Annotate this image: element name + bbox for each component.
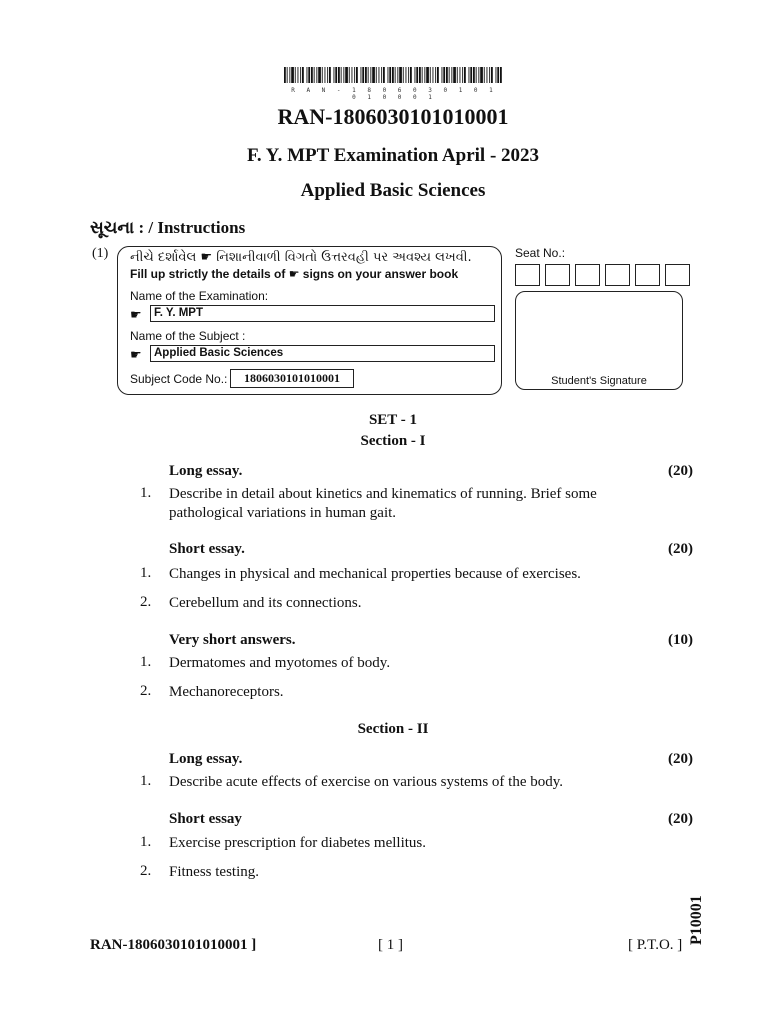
barcode-bar xyxy=(388,67,389,83)
barcode-bar xyxy=(397,67,398,83)
seat-digit-box[interactable] xyxy=(575,264,600,286)
barcode-bar xyxy=(497,67,499,83)
barcode-bar xyxy=(487,67,488,83)
s1-short-marks: (20) xyxy=(668,541,693,557)
barcode xyxy=(284,67,504,83)
s2-long-heading: Long essay. xyxy=(169,751,243,767)
barcode-bar xyxy=(295,67,296,83)
seat-number-label: Seat No.: xyxy=(515,246,566,260)
barcode-bar xyxy=(403,67,404,83)
question-number: 1. xyxy=(140,834,152,850)
barcode-bar xyxy=(442,67,443,83)
exam-name-field: F. Y. MPT xyxy=(150,305,495,322)
barcode-bar xyxy=(422,67,423,83)
pto-label: [ P.T.O. ] xyxy=(628,937,683,953)
section-1-title: Section - I xyxy=(360,433,426,449)
barcode-bar xyxy=(424,67,425,83)
question-number: 1. xyxy=(140,654,152,670)
barcode-bar xyxy=(300,67,301,83)
barcode-bar xyxy=(352,67,353,83)
barcode-bar xyxy=(284,67,286,83)
section-2-title: Section - II xyxy=(357,721,429,737)
barcode-bar xyxy=(415,67,416,83)
barcode-text: R A N - 1 8 0 6 0 3 0 1 0 1 0 1 0 0 0 1 xyxy=(291,87,497,101)
barcode-bar xyxy=(338,67,340,83)
question-text: Changes in physical and mechanical properties because of exercises. xyxy=(169,566,581,582)
barcode-bar xyxy=(489,67,490,83)
set-label: SET - 1 xyxy=(368,412,418,428)
barcode-bar xyxy=(368,67,369,83)
barcode-bar xyxy=(496,67,497,83)
s2-short-heading: Short essay xyxy=(169,811,242,827)
barcode-bar xyxy=(349,67,350,83)
pointing-hand-icon: ☛ xyxy=(130,307,142,322)
barcode-bar xyxy=(356,67,358,83)
barcode-bar xyxy=(314,67,315,83)
barcode-bar xyxy=(298,67,299,83)
barcode-bar xyxy=(469,67,470,83)
instruction-number: (1) xyxy=(92,246,109,261)
seat-digit-box[interactable] xyxy=(545,264,570,286)
barcode-bar xyxy=(478,67,479,83)
barcode-bar xyxy=(426,67,429,83)
barcode-bar xyxy=(379,67,380,83)
barcode-bar xyxy=(410,67,412,83)
instructions-heading: સૂચના : / Instructions xyxy=(90,218,246,237)
barcode-bar xyxy=(376,67,377,83)
barcode-bar xyxy=(395,67,396,83)
barcode-bar xyxy=(446,67,448,83)
subject-title: Applied Basic Sciences xyxy=(300,180,486,201)
barcode-bar xyxy=(480,67,483,83)
barcode-bar xyxy=(433,67,434,83)
s1-long-marks: (20) xyxy=(668,463,693,479)
s1-short-heading: Short essay. xyxy=(169,541,245,557)
ran-code-title: RAN-1806030101010001 xyxy=(277,104,509,129)
english-instruction: Fill up strictly the details of ☛ signs on your answer book xyxy=(130,267,459,281)
barcode-bar xyxy=(311,67,313,83)
gujarati-instruction: નીચે દર્શાવેલ ☛ નિશાનીવાળી વિગતો ઉત્તરવહી પર અવશ્ય લખવી. xyxy=(130,250,472,265)
barcode-bar xyxy=(343,67,344,83)
barcode-bar xyxy=(392,67,394,83)
barcode-bar xyxy=(327,67,328,83)
barcode-bar xyxy=(372,67,375,83)
barcode-bar xyxy=(308,67,310,83)
barcode-bar xyxy=(464,67,466,83)
signature-box[interactable] xyxy=(515,291,683,390)
barcode-bar xyxy=(335,67,337,83)
barcode-bar xyxy=(460,67,461,83)
exam-title: F. Y. MPT Examination April - 2023 xyxy=(246,145,540,166)
question-text: Describe acute effects of exercise on various systems of the body. xyxy=(169,774,564,790)
seat-digit-box[interactable] xyxy=(515,264,540,286)
barcode-bar xyxy=(381,67,382,83)
barcode-bar xyxy=(399,67,402,83)
barcode-bar xyxy=(484,67,485,83)
barcode-bar xyxy=(406,67,407,83)
barcode-bar xyxy=(362,67,364,83)
barcode-bar xyxy=(419,67,421,83)
barcode-bar xyxy=(435,67,436,83)
s1-very-short-marks: (10) xyxy=(668,632,693,648)
barcode-bar xyxy=(316,67,317,83)
subject-name-label: Name of the Subject : xyxy=(130,329,246,343)
barcode-bar xyxy=(341,67,342,83)
barcode-bar xyxy=(473,67,475,83)
question-number: 1. xyxy=(140,565,152,581)
footer-ran-code: RAN-1806030101010001 ] xyxy=(90,937,257,953)
question-number: 2. xyxy=(140,683,152,699)
s1-long-heading: Long essay. xyxy=(169,463,243,479)
page-number: [ 1 ] xyxy=(378,937,403,953)
details-box xyxy=(117,246,502,395)
barcode-bar xyxy=(500,67,502,83)
barcode-bar xyxy=(322,67,323,83)
barcode-bar xyxy=(307,67,308,83)
barcode-bar xyxy=(408,67,409,83)
barcode-bar xyxy=(449,67,450,83)
barcode-bar xyxy=(470,67,472,83)
question-text: Exercise prescription for diabetes mellitus. xyxy=(169,835,426,851)
exam-name-label: Name of the Examination: xyxy=(130,289,269,303)
barcode-bar xyxy=(361,67,362,83)
barcode-bar xyxy=(365,67,367,83)
subject-code-field: 1806030101010001 xyxy=(230,369,354,388)
barcode-bar xyxy=(453,67,456,83)
question-text: Cerebellum and its connections. xyxy=(169,595,362,611)
barcode-bar xyxy=(437,67,439,83)
barcode-bar xyxy=(318,67,321,83)
barcode-bar xyxy=(370,67,371,83)
barcode-bar xyxy=(291,67,294,83)
seat-digit-box[interactable] xyxy=(635,264,660,286)
paper-code: P10001 xyxy=(688,895,705,945)
question-number: 2. xyxy=(140,863,152,879)
barcode-bar xyxy=(451,67,452,83)
barcode-bar xyxy=(354,67,355,83)
question-text: Dermatomes and myotomes of body. xyxy=(169,655,391,671)
question-number: 1. xyxy=(140,485,152,501)
barcode-bar xyxy=(334,67,335,83)
question-text: Describe in detail about kinetics and kinematics of running. Brief some pathological variations in human gait. xyxy=(169,486,597,521)
barcode-bar xyxy=(462,67,463,83)
s2-long-marks: (20) xyxy=(668,751,693,767)
barcode-bar xyxy=(491,67,493,83)
question-number: 1. xyxy=(140,773,152,789)
barcode-bar xyxy=(289,67,290,83)
question-text: Mechanoreceptors. xyxy=(169,684,284,700)
barcode-bar xyxy=(302,67,304,83)
barcode-bar xyxy=(345,67,348,83)
seat-digit-box[interactable] xyxy=(605,264,630,286)
subject-code-label: Subject Code No.: xyxy=(130,372,228,386)
barcode-bar xyxy=(389,67,391,83)
question-number: 2. xyxy=(140,594,152,610)
subject-name-field: Applied Basic Sciences xyxy=(150,345,495,362)
barcode-bar xyxy=(443,67,445,83)
barcode-bar xyxy=(383,67,385,83)
signature-label: Student's Signature xyxy=(551,375,647,387)
barcode-bar xyxy=(476,67,477,83)
barcode-bar xyxy=(287,67,288,83)
barcode-bar xyxy=(329,67,331,83)
barcode-bar xyxy=(416,67,418,83)
barcode-bar xyxy=(325,67,326,83)
s2-short-marks: (20) xyxy=(668,811,693,827)
barcode-bar xyxy=(430,67,431,83)
seat-digit-box[interactable] xyxy=(665,264,690,286)
pointing-hand-icon: ☛ xyxy=(130,347,142,362)
barcode-bar xyxy=(457,67,458,83)
question-text: Fitness testing. xyxy=(169,864,260,880)
s1-very-short-heading: Very short answers. xyxy=(169,632,296,648)
